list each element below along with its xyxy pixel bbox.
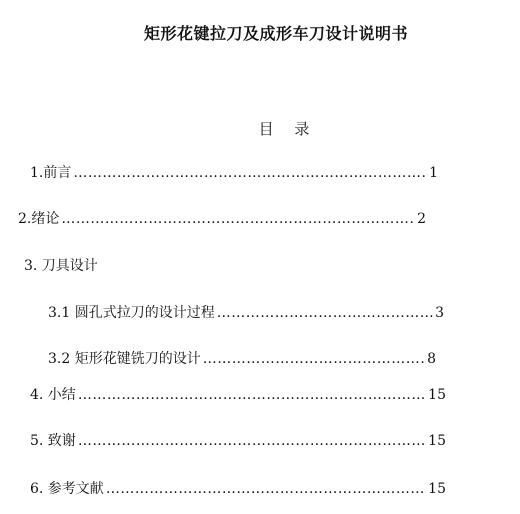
toc-page-number: 15	[428, 433, 446, 449]
toc-entry-acknowledgements[interactable]	[30, 430, 446, 452]
toc-entry-label: 3.2 矩形花键铣刀的设计	[48, 351, 201, 367]
toc-entry-tool-design[interactable]	[24, 255, 98, 277]
toc-page-number: 15	[428, 387, 446, 403]
toc-entry-label: 3.1 圆孔式拉刀的设计过程	[48, 305, 215, 321]
toc-entry-round-broach[interactable]	[48, 302, 444, 324]
toc-entry-introduction[interactable]	[18, 208, 426, 230]
toc-entry-label: 5. 致谢	[30, 433, 76, 449]
toc-entry-label: 3. 刀具设计	[24, 258, 98, 274]
toc-heading: 目 录	[258, 120, 318, 138]
toc-page-number: 15	[428, 481, 446, 497]
toc-dot-leader	[73, 162, 427, 184]
toc-entry-label: 6. 参考文献	[30, 481, 104, 497]
toc-dot-leader	[78, 430, 426, 452]
toc-dot-leader	[203, 348, 425, 370]
document-title: 矩形花键拉刀及成形车刀设计说明书	[143, 24, 408, 43]
toc-entry-summary[interactable]	[30, 384, 446, 406]
toc-page-number: 8	[427, 351, 436, 367]
toc-entry-label: 1.前言	[30, 165, 72, 181]
toc-entry-label: 4. 小结	[30, 387, 76, 403]
toc-dot-leader	[78, 384, 426, 406]
toc-entry-spline-cutter[interactable]	[48, 348, 436, 370]
toc-page-number: 3	[435, 305, 444, 321]
toc-dot-leader	[61, 208, 415, 230]
toc-entry-label: 2.绪论	[18, 211, 60, 227]
toc-dot-leader	[217, 302, 433, 324]
toc-page-number: 2	[417, 211, 426, 227]
toc-page-number: 1	[429, 165, 438, 181]
toc-entry-references[interactable]	[30, 478, 446, 500]
toc-dot-leader	[106, 478, 426, 500]
toc-entry-preface[interactable]	[30, 162, 438, 184]
